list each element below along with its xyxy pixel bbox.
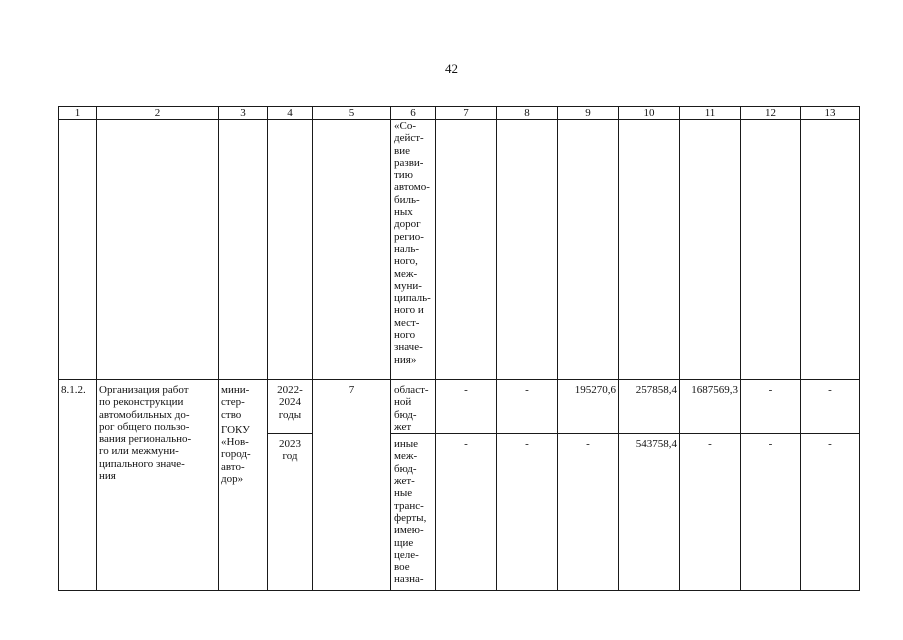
executor-ministry: мини- стер- ство (221, 384, 250, 421)
cont-cell-1 (59, 120, 97, 380)
header-cell-6: 6 (391, 107, 436, 120)
s2-col-10: 543758,4 (619, 434, 680, 591)
cont-cell-4 (268, 120, 313, 380)
target-indicator: 7 (313, 380, 391, 591)
cont-cell-9 (558, 120, 619, 380)
header-cell-3: 3 (219, 107, 268, 120)
header-cell-5: 5 (313, 107, 391, 120)
s1-col-12: - (741, 380, 801, 434)
header-row (59, 107, 860, 120)
s2-col-8: - (497, 434, 558, 591)
s1-col-8: - (497, 380, 558, 434)
program-table (58, 106, 860, 591)
header-cell-9: 9 (558, 107, 619, 120)
header-cell-13: 13 (801, 107, 860, 120)
s1-col-7: - (436, 380, 497, 434)
page-number: 42 (445, 61, 458, 76)
cont-cell-12 (741, 120, 801, 380)
cont-cell-11 (680, 120, 741, 380)
cont-cell-5 (313, 120, 391, 380)
funding-source-transfers: иные меж- бюд- жет- ные транс- ферты, имею- щие целе- вое назна- (391, 434, 436, 591)
header-cell-7: 7 (436, 107, 497, 120)
s2-col-7: - (436, 434, 497, 591)
s2-col-12: - (741, 434, 801, 591)
cont-cell-7 (436, 120, 497, 380)
cont-cell-3 (219, 120, 268, 380)
s2-col-13: - (801, 434, 860, 591)
header-cell-11: 11 (680, 107, 741, 120)
header-cell-10: 10 (619, 107, 680, 120)
cont-cell-13 (801, 120, 860, 380)
header-cell-4: 4 (268, 107, 313, 120)
s1-col-13: - (801, 380, 860, 434)
item-name: Организация работ по реконструкции автомобильных до- рог общего пользо- вания регионально- го или межмуни- ципального значе- ния (97, 380, 219, 591)
header-cell-8: 8 (497, 107, 558, 120)
funding-source-regional: област- ной бюд- жет (391, 380, 436, 434)
s1-col-11: 1687569,3 (680, 380, 741, 434)
item-executors (219, 380, 268, 591)
cont-funding-source: «Со- дейст- вие разви- тию автомо- биль- ных дорог регио- наль- ного, меж- муни- ципаль- ного и мест- ного значе- ния» (391, 120, 436, 380)
item-row-source-1 (59, 380, 860, 434)
executor-goku: ГОКУ «Нов- город- авто- дор» (221, 423, 251, 486)
item-number: 8.1.2. (59, 380, 97, 591)
s1-col-9: 195270,6 (558, 380, 619, 434)
header-cell-12: 12 (741, 107, 801, 120)
cont-cell-8 (497, 120, 558, 380)
cont-cell-10 (619, 120, 680, 380)
period-1: 2022- 2024 годы (268, 380, 313, 434)
header-cell-1: 1 (59, 107, 97, 120)
s2-col-9: - (558, 434, 619, 591)
s1-col-10: 257858,4 (619, 380, 680, 434)
cont-cell-2 (97, 120, 219, 380)
continuation-row (59, 120, 860, 380)
s2-col-11: - (680, 434, 741, 591)
period-2: 2023 год (268, 434, 313, 591)
header-cell-2: 2 (97, 107, 219, 120)
